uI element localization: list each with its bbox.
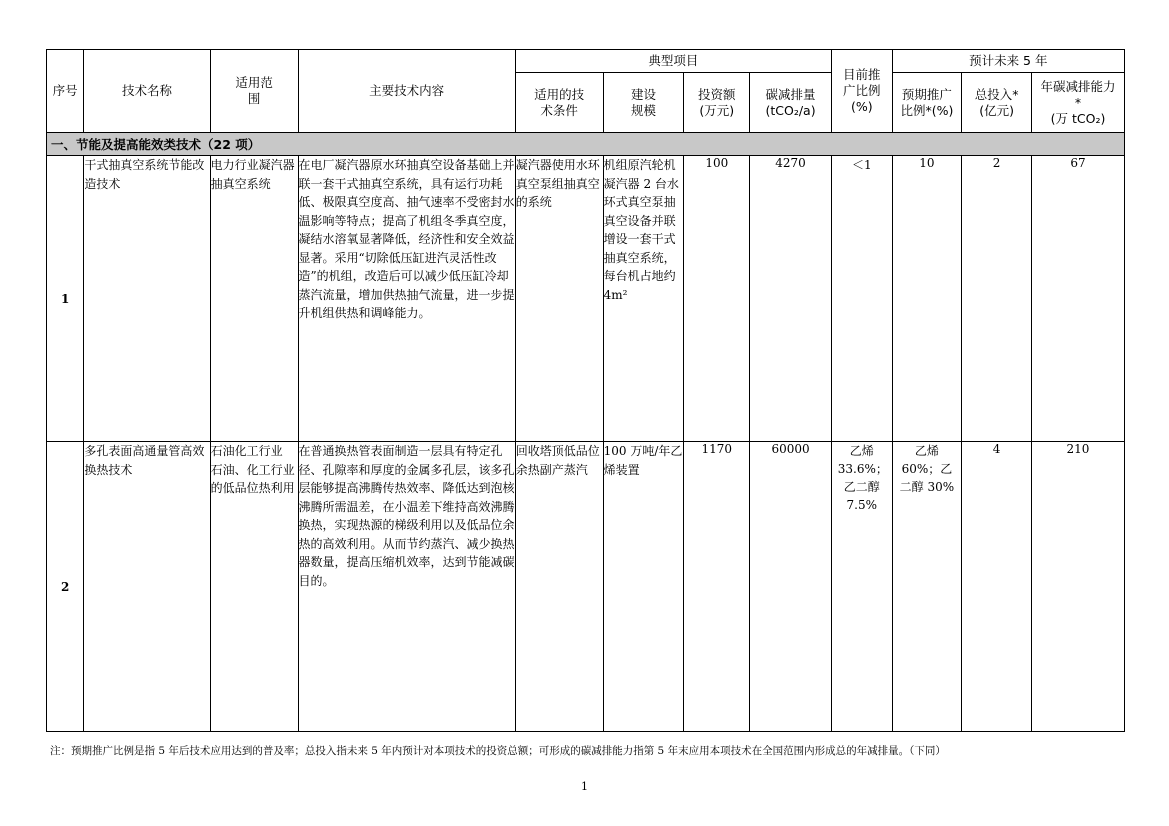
row-index: 1 bbox=[47, 156, 84, 442]
header-scope bbox=[210, 50, 298, 133]
expect-cell bbox=[892, 442, 962, 732]
technology-table bbox=[46, 49, 1125, 732]
annual-cell: 210 bbox=[1031, 442, 1124, 732]
header-current-unit: (%) bbox=[850, 99, 873, 114]
header-invest bbox=[684, 73, 750, 133]
header-current-text: 目前推广比例 bbox=[842, 67, 881, 98]
header-total-text: 总投入* bbox=[974, 86, 1019, 102]
scope-cell: 石油化工行业 石油、化工行业的低品位热利用 bbox=[210, 442, 298, 732]
row-index: 2 bbox=[47, 442, 84, 732]
content-cell: 在电厂凝汽器原水环抽真空设备基础上并联一套干式抽真空系统，具有运行功耗低、极限真空度高、抽气速率不受密封水温影响等特点；提高了机组冬季真空度，凝结水溶氧显著降低，经济性和安全效益显著。采用“切除低压缸进汽灵活性改造”的机组，改造后可以减少低压缸冷却蒸汽流量，增加供热抽气流量，进一步提升机组供热和调峰能力。 bbox=[298, 156, 515, 442]
tech-name-cell: 干式抽真空系统节能改造技术 bbox=[84, 156, 210, 442]
carbon-cell: 4270 bbox=[750, 156, 832, 442]
tech-name-cell: 多孔表面高通量管高效换热技术 bbox=[84, 442, 210, 732]
header-annual-text: 年碳减排能力* bbox=[1040, 78, 1116, 110]
header-annual-unit: (万 tCO₂) bbox=[1050, 110, 1106, 126]
header-scope-text: 适用范围 bbox=[235, 75, 273, 106]
header-current bbox=[831, 50, 892, 133]
section-row bbox=[47, 133, 1125, 156]
condition-cell: 回收塔顶低品位余热副产蒸汽 bbox=[515, 442, 603, 732]
header-scale bbox=[603, 73, 684, 133]
total-cell: 4 bbox=[962, 442, 1032, 732]
condition-cell: 凝汽器使用水环真空泵组抽真空的系统 bbox=[515, 156, 603, 442]
header-seq: 序号 bbox=[47, 50, 84, 133]
header-expect-text: 预期推广比例*(%) bbox=[900, 86, 954, 118]
header-condition-text: 适用的技术条件 bbox=[534, 86, 585, 118]
table-row bbox=[47, 156, 1125, 442]
header-condition bbox=[515, 73, 603, 133]
total-cell: 2 bbox=[962, 156, 1032, 442]
expect-value: 乙烯 60%；乙二醇 30% bbox=[899, 444, 955, 494]
scale-cell: 机组原汽轮机凝汽器 2 台水环式真空泵抽真空设备并联增设一套干式抽真空系统，每台机占地约 4m² bbox=[603, 156, 684, 442]
page-number: 1 bbox=[581, 780, 588, 793]
header-annual bbox=[1031, 73, 1124, 133]
invest-cell: 1170 bbox=[684, 442, 750, 732]
header-forecast: 预计未来 5 年 bbox=[892, 50, 1124, 73]
header-content: 主要技术内容 bbox=[298, 50, 515, 133]
invest-cell: 100 bbox=[684, 156, 750, 442]
header-tech-name: 技术名称 bbox=[84, 50, 210, 133]
content-cell: 在普通换热管表面制造一层具有特定孔径、孔隙率和厚度的金属多孔层，该多孔层能够提高沸腾传热效率、降低达到泡核沸腾所需温差，在小温差下维持高效沸腾换热，实现热源的梯级利用以及低品位余热的高效利用。从而节约蒸汽、减少换热器数量，提高压缩机效率，达到节能减碳目的。 bbox=[298, 442, 515, 732]
scale-cell: 100 万吨/年乙烯装置 bbox=[603, 442, 684, 732]
header-scale-text: 建设规模 bbox=[631, 86, 657, 118]
table-row bbox=[47, 442, 1125, 732]
header-carbon-text: 碳减排量 bbox=[765, 86, 816, 102]
annual-cell: 67 bbox=[1031, 156, 1124, 442]
current-value: 乙烯 33.6%；乙二醇 7.5% bbox=[837, 444, 888, 512]
expect-cell: 10 bbox=[892, 156, 962, 442]
footnote: 注：预期推广比例是指 5 年后技术应用达到的普及率；总投入指未来 5 年内预计对本项技术的投资总额；可形成的碳减排能力指第 5 年末应用本项技术在全国范围内形成总的年减排量。（下同） bbox=[50, 745, 946, 757]
header-invest-unit: (万元) bbox=[699, 102, 735, 118]
section-title: 一、节能及提高能效类技术（22 项） bbox=[47, 133, 1125, 156]
header-invest-text: 投资额 bbox=[698, 86, 736, 102]
header-typical: 典型项目 bbox=[515, 50, 831, 73]
current-cell bbox=[831, 442, 892, 732]
header-total bbox=[962, 73, 1032, 133]
header-carbon bbox=[750, 73, 832, 133]
current-cell: ＜1 bbox=[831, 156, 892, 442]
header-total-unit: (亿元) bbox=[979, 102, 1014, 118]
scope-cell: 电力行业凝汽器抽真空系统 bbox=[210, 156, 298, 442]
header-carbon-unit: (tCO₂/a) bbox=[765, 102, 816, 118]
carbon-cell: 60000 bbox=[750, 442, 832, 732]
header-expect bbox=[892, 73, 962, 133]
